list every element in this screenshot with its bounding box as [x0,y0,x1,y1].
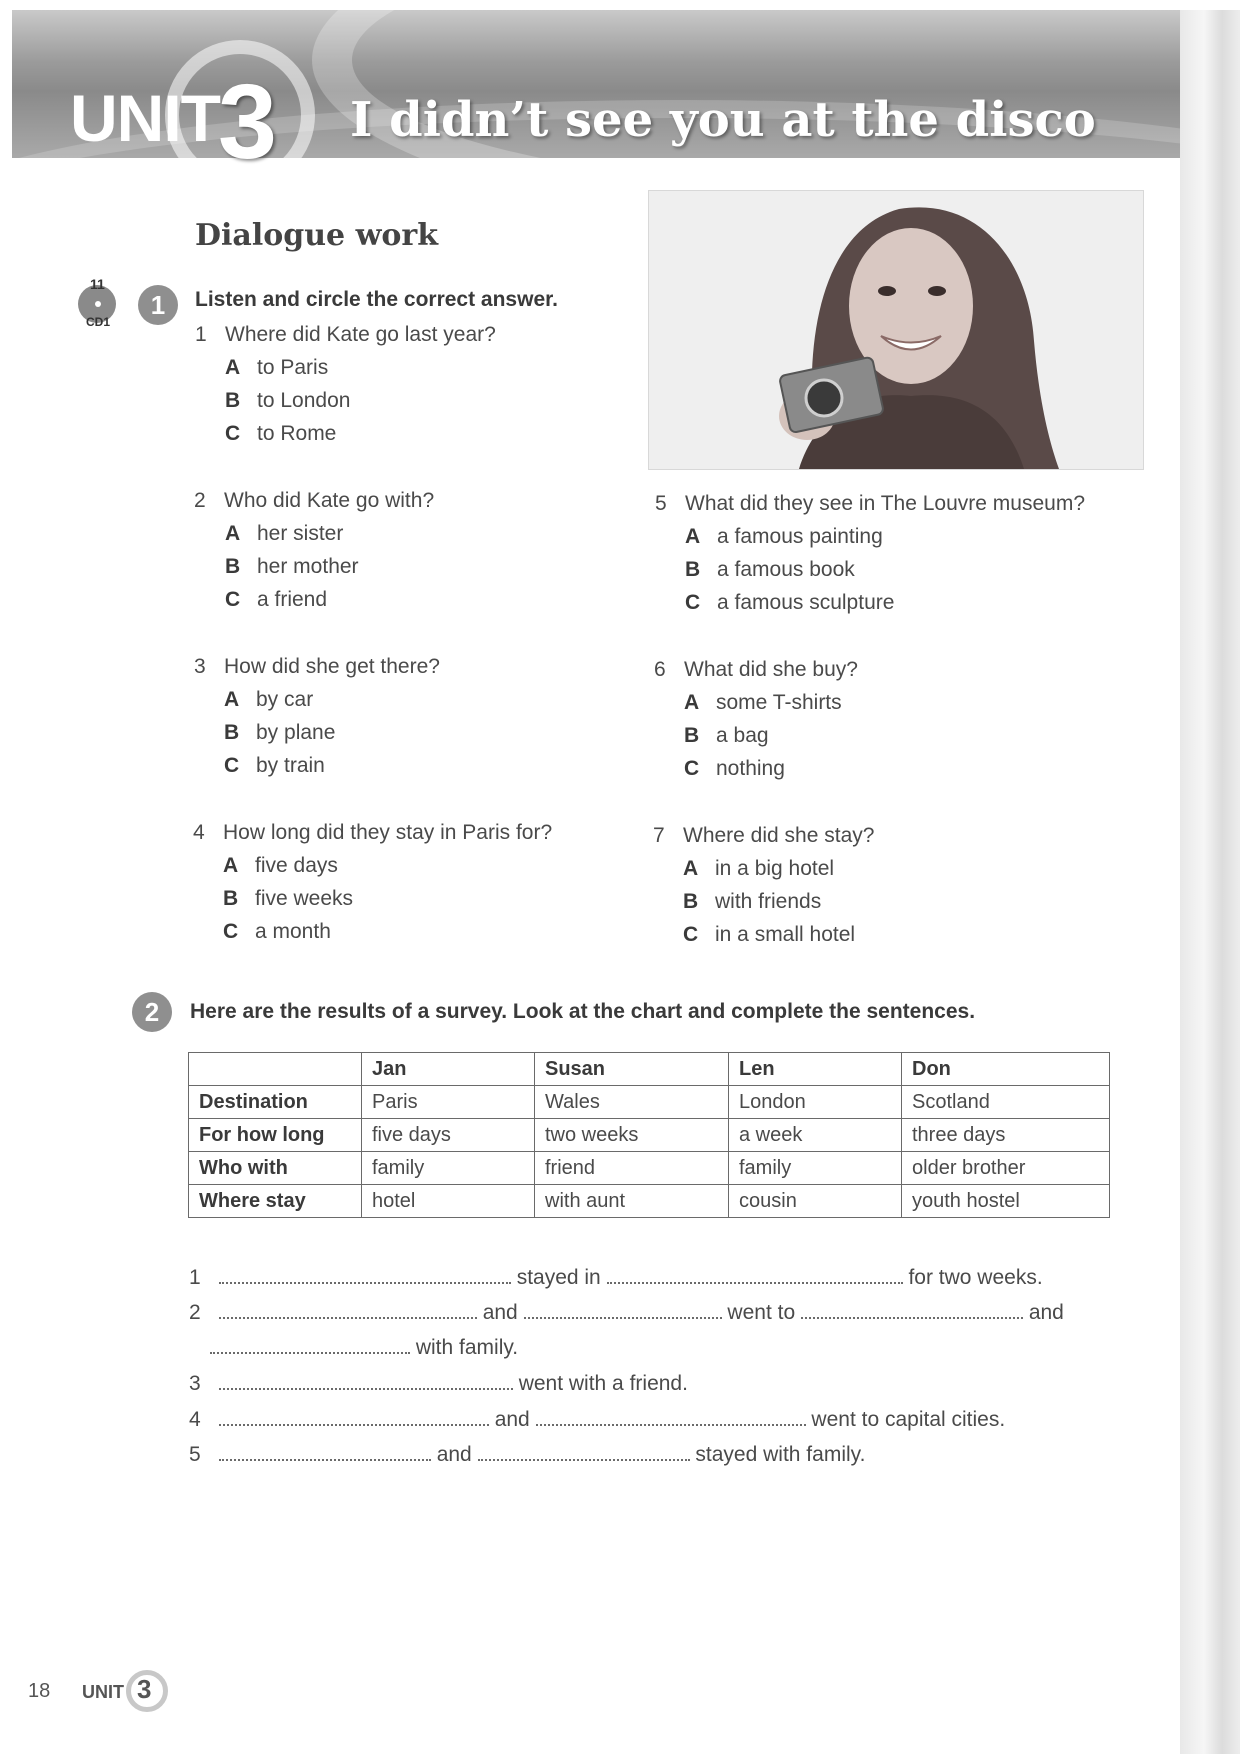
option-letter: B [223,887,239,910]
question-text: Who did Kate go with? [224,489,435,512]
option-letter: C [224,754,240,777]
question-number: 4 [193,821,205,844]
answer-option[interactable] [685,525,883,549]
answer-option[interactable] [683,857,834,881]
option-text: by plane [256,721,336,744]
question [194,489,434,513]
table-cell: Wales [535,1086,729,1119]
answer-option[interactable] [684,724,769,748]
option-letter: A [225,522,241,545]
option-text: five days [255,854,338,877]
answer-blank[interactable] [210,1336,410,1354]
answer-option[interactable] [225,588,327,612]
answer-option[interactable] [684,757,785,781]
table-cell: London [729,1086,902,1119]
sentence-number: 2 [189,1301,201,1324]
table-cell: youth hostel [902,1185,1110,1218]
sentence-text: went to [727,1301,796,1324]
question [654,658,858,682]
answer-blank[interactable] [219,1266,511,1284]
row-label: For how long [189,1119,362,1152]
question-number: 1 [195,323,207,346]
table-cell: five days [362,1119,535,1152]
option-letter: A [223,854,239,877]
question-number: 3 [194,655,206,678]
answer-option[interactable] [685,558,855,582]
option-text: by car [256,688,314,711]
exercise-number-badge: 2 [132,992,172,1032]
question-number: 6 [654,658,666,681]
option-letter: C [225,422,241,445]
option-text: five weeks [255,887,354,910]
answer-blank[interactable] [219,1443,431,1461]
survey-table [188,1052,1110,1218]
answer-option[interactable] [224,754,325,778]
question [653,824,874,848]
sentence [189,1443,865,1467]
option-text: a month [255,920,331,943]
answer-option[interactable] [223,920,331,944]
question-text: What did they see in The Louvre museum? [685,492,1085,515]
sentence-text: and [494,1408,530,1431]
table-header-cell: Don [902,1053,1110,1086]
cd-hole [95,301,101,307]
sentence-text: went with a friend. [518,1372,688,1395]
table-row [189,1086,1110,1119]
row-label: Who with [189,1152,362,1185]
page-edge-shading [1180,10,1240,1754]
option-text: by train [256,754,325,777]
sentence-number: 5 [189,1443,201,1466]
sentence-text: and [1028,1301,1064,1324]
option-letter: B [685,558,701,581]
unit-label: UNIT [70,81,220,155]
option-text: nothing [716,757,785,780]
question [194,655,440,679]
answer-blank[interactable] [536,1408,806,1426]
option-text: with friends [715,890,822,913]
option-text: to Rome [257,422,337,445]
table-cell: three days [902,1119,1110,1152]
question-number: 2 [194,489,206,512]
footer-unit-number: 3 [137,1674,152,1704]
sentence-text: and [482,1301,518,1324]
table-cell: hotel [362,1185,535,1218]
question-text: Where did she stay? [683,824,875,847]
table-cell: Scotland [902,1086,1110,1119]
table-cell: two weeks [535,1119,729,1152]
option-letter: B [683,890,699,913]
option-text: a famous sculpture [717,591,895,614]
question [195,323,496,347]
sentence-text: and [436,1443,472,1466]
sentence-text: stayed in [516,1266,601,1289]
option-letter: C [685,591,701,614]
table-cell: with aunt [535,1185,729,1218]
option-letter: B [225,555,241,578]
table-row [189,1119,1110,1152]
answer-blank[interactable] [524,1301,722,1319]
option-letter: C [223,920,239,943]
option-text: to Paris [257,356,329,379]
sentence-number: 4 [189,1408,201,1431]
sentence-text: stayed with family. [695,1443,866,1466]
option-letter: C [683,923,699,946]
answer-option[interactable] [225,422,336,446]
sentence [189,1266,1043,1290]
option-letter: A [683,857,699,880]
table-header-cell [189,1053,362,1086]
option-letter: C [225,588,241,611]
sentence [189,1301,1064,1325]
answer-option[interactable] [225,356,328,380]
photo-girl-with-camera [648,190,1144,470]
question-text: Where did Kate go last year? [225,323,496,346]
option-letter: B [225,389,241,412]
answer-option[interactable] [684,691,842,715]
table-cell: Paris [362,1086,535,1119]
table-header-cell: Len [729,1053,902,1086]
table-header-cell: Susan [535,1053,729,1086]
exercise-number-badge: 1 [138,285,178,325]
sentence-text: for two weeks. [908,1266,1043,1289]
table-header-cell: Jan [362,1053,535,1086]
footer-unit-label: UNIT [82,1682,124,1702]
table-cell: older brother [902,1152,1110,1185]
answer-blank[interactable] [219,1408,489,1426]
table-cell: friend [535,1152,729,1185]
page-number: 18 [28,1680,51,1702]
unit-title: I didn’t see you at the disco [350,92,1096,148]
answer-option[interactable] [683,923,855,947]
sentence [189,1408,1005,1432]
option-letter: A [225,356,241,379]
question-number: 7 [653,824,665,847]
answer-blank[interactable] [219,1301,477,1319]
option-text: a friend [257,588,328,611]
option-text: some T-shirts [716,691,842,714]
answer-blank[interactable] [801,1301,1023,1319]
option-text: a famous book [717,558,855,581]
table-cell: family [729,1152,902,1185]
table-cell: cousin [729,1185,902,1218]
sentence-text: went to capital cities. [811,1408,1006,1431]
option-letter: A [224,688,240,711]
question-text: What did she buy? [684,658,858,681]
question [193,821,552,845]
answer-option[interactable] [223,854,338,878]
option-text: her sister [257,522,344,545]
option-text: her mother [257,555,359,578]
answer-blank[interactable] [478,1443,690,1461]
question-text: How long did they stay in Paris for? [223,821,553,844]
question-text: How did she get there? [224,655,440,678]
option-text: a bag [716,724,769,747]
sentence-number: 1 [189,1266,201,1289]
question-number: 5 [655,492,667,515]
section-title: Dialogue work [195,218,439,253]
answer-option[interactable] [225,389,350,413]
answer-blank[interactable] [607,1266,903,1284]
option-letter: B [684,724,700,747]
sentence-number: 3 [189,1372,201,1395]
table-cell: family [362,1152,535,1185]
table-cell: a week [729,1119,902,1152]
exercise-instruction: Listen and circle the correct answer. [195,288,558,311]
table-header-row [189,1053,1110,1086]
option-letter: C [684,757,700,780]
sentence-text: with family. [415,1336,519,1359]
option-text: a famous painting [717,525,883,548]
table-row [189,1185,1110,1218]
option-text: in a small hotel [715,923,856,946]
table-row [189,1152,1110,1185]
unit-number: 3 [218,63,277,181]
answer-option[interactable] [683,890,821,914]
answer-option[interactable] [685,591,894,615]
answer-blank[interactable] [219,1372,513,1390]
answer-option[interactable] [223,887,353,911]
option-letter: A [685,525,701,548]
answer-option[interactable] [225,555,359,579]
option-letter: B [224,721,240,744]
sentence [189,1372,688,1396]
option-text: to London [257,389,351,412]
row-label: Where stay [189,1185,362,1218]
exercise-instruction: Here are the results of a survey. Look at the chart and complete the sentences. [190,1000,976,1023]
cd-label: CD1 [86,315,111,329]
option-text: in a big hotel [715,857,835,880]
cd-track-number: 11 [90,276,105,292]
option-letter: A [684,691,700,714]
row-label: Destination [189,1086,362,1119]
answer-option[interactable] [225,522,343,546]
sentence-continuation [210,1336,518,1360]
question [655,492,1085,516]
answer-option[interactable] [224,721,335,745]
answer-option[interactable] [224,688,313,712]
photo-illustration [649,191,1143,469]
